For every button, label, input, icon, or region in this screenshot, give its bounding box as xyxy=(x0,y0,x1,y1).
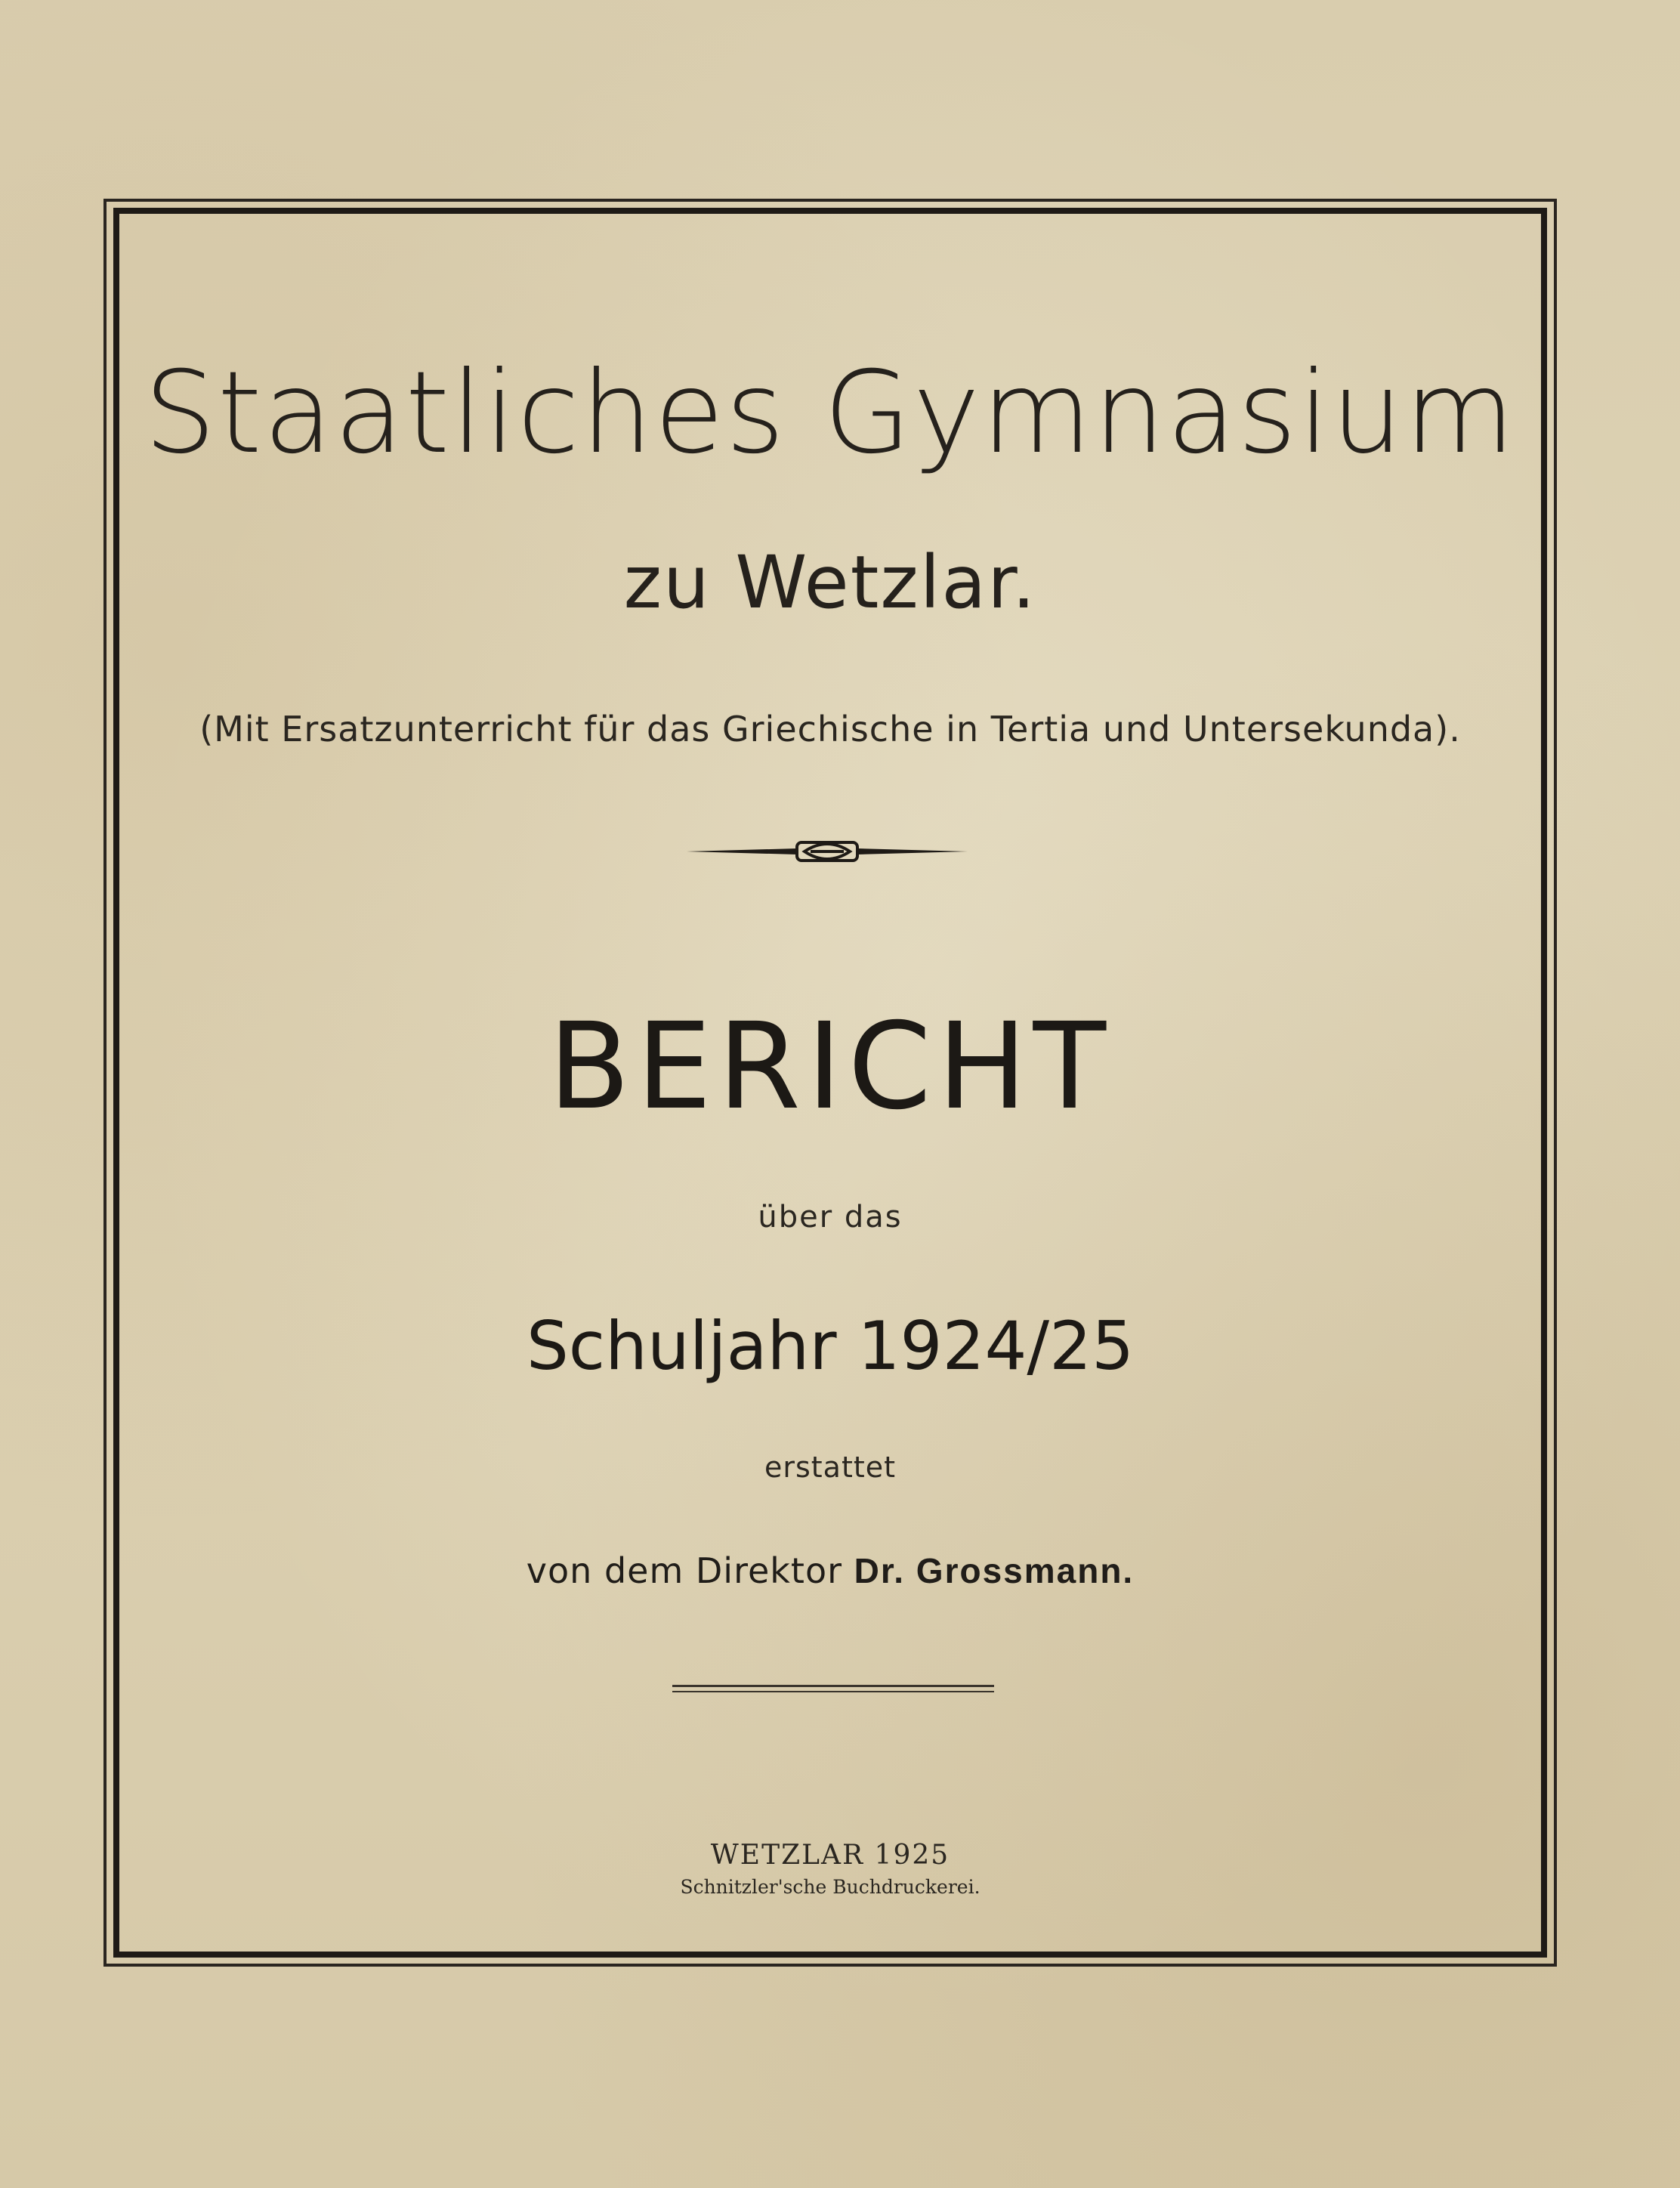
imprint-place-year: WETZLAR 1925 xyxy=(710,1840,950,1871)
about-text: über das xyxy=(758,1200,903,1235)
school-year: Schuljahr 1924/25 xyxy=(526,1307,1135,1385)
director-name: Dr. Grossmann. xyxy=(854,1551,1135,1590)
ornament-divider-icon xyxy=(684,833,971,870)
director-line xyxy=(113,1550,1547,1591)
double-rule-bottom xyxy=(672,1691,994,1692)
school-location: zu Wetzlar. xyxy=(623,540,1037,625)
double-rule-top xyxy=(672,1685,994,1687)
curriculum-note: (Mit Ersatzunterricht für das Griechische in Tertia und Untersekunda). xyxy=(199,709,1461,749)
given-text: erstattet xyxy=(764,1451,897,1484)
printer-name: Schnitzler'sche Buchdruckerei. xyxy=(680,1876,981,1898)
report-heading: BERICHT xyxy=(548,997,1113,1136)
director-prefix: von dem Direktor xyxy=(526,1550,843,1591)
school-name: Staatliches Gymnasium xyxy=(144,348,1517,479)
